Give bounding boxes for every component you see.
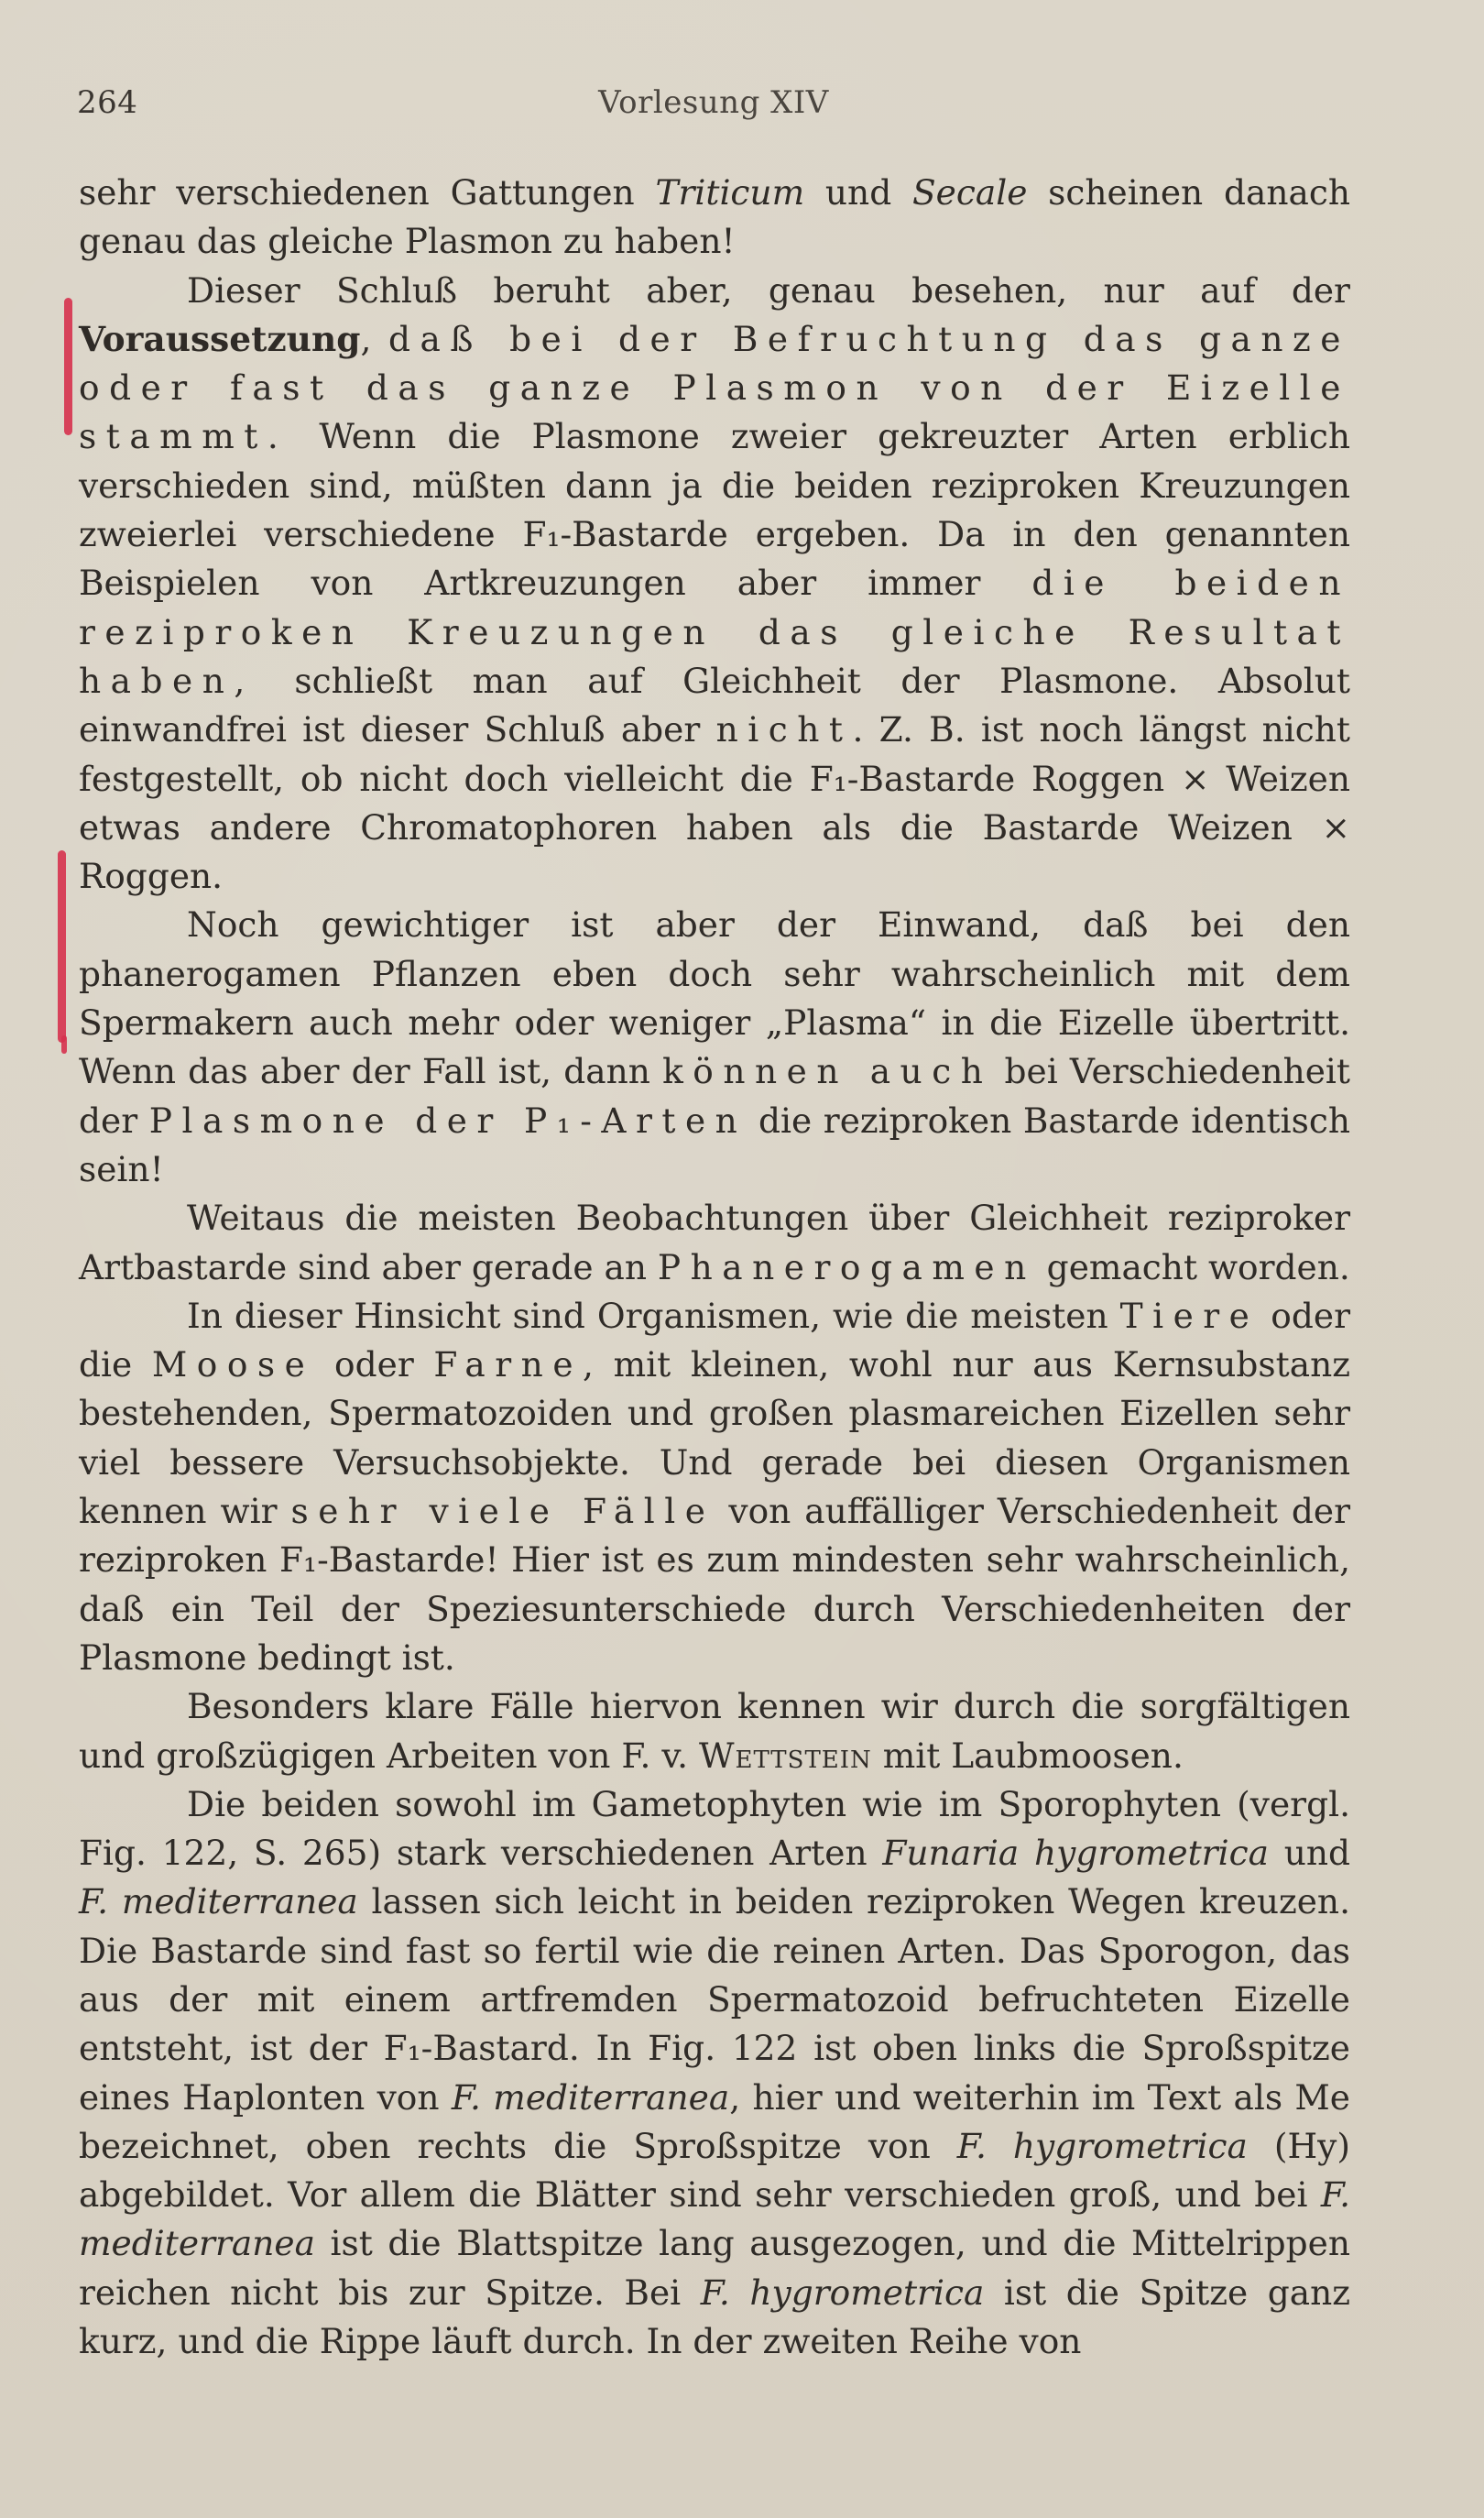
spaced-text: Phanerogamen <box>657 1246 1036 1287</box>
red-margin-mark <box>64 298 72 435</box>
bold-text: Voraussetzung <box>79 318 361 359</box>
text-run: (Hy) abgebildet. Vor allem die Blätter sind sehr verschieden groß, und bei <box>79 2125 1350 2216</box>
italic-text: F. mediterranea <box>451 2076 730 2118</box>
text-run: Weitaus die meisten Beobachtungen über Gleichheit reziproker Artbastarde sind aber gerade an <box>79 1198 1350 1287</box>
running-head: Vorlesung XIV <box>598 84 829 121</box>
text-run: Wenn die Plasmone zweier gekreuzter Arten erblich verschieden sind, müßten dann ja die beiden reziproken Kreuzungen zweierlei verschiedene F₁-Bastarde ergeben. Da in den genannten Beispielen von Artkreuzungen aber immer <box>79 416 1350 604</box>
text-run: die reziproken Bastarde identisch sein! <box>79 1100 1350 1189</box>
text-run: , mit kleinen, wohl nur aus Kernsubstanz bestehenden, Spermatozoiden und großen plasmareichen Eizellen sehr viel bessere Versuchsobjekte. Und gerade bei diesen Organismen kennen wir <box>79 1344 1350 1532</box>
text-run: ist die Blattspitze lang ausgezogen, und die Mittelrippen reichen nicht bis zur Spitze. Bei <box>79 2223 1350 2313</box>
spaced-text: die beiden reziproken Kreuzungen das gleiche Resultat haben, <box>79 563 1350 701</box>
spaced-text: Moose <box>151 1344 315 1385</box>
paragraph <box>79 1682 1350 1780</box>
paragraph <box>79 1292 1350 1682</box>
smallcaps-name: Wettstein <box>698 1735 872 1776</box>
italic-text: Funaria hygrometrica <box>882 1833 1269 1874</box>
page-header <box>77 84 1350 128</box>
spaced-text: Tiere <box>1119 1295 1260 1336</box>
text-run: Besonders klare Fälle hiervon kennen wir durch die sorgfältigen und großzügigen Arbeiten von F. v. <box>79 1686 1350 1776</box>
italic-text: F. hygrometrica <box>700 2272 985 2313</box>
red-margin-mark <box>61 1035 67 1054</box>
paragraph <box>79 901 1350 1194</box>
italic-text: Triticum <box>655 172 805 213</box>
text-run: schließt man auf Gleichheit der Plasmone. Absolut einwandfrei ist dieser Schluß aber <box>79 660 1350 750</box>
text-run: von auffälliger Verschiedenheit der reziproken F₁-Bastarde! Hier ist es zum mindesten sehr wahrscheinlich, daß ein Teil der Speziesunterschiede durch Verschiedenheiten der Plasmone bedingt ist. <box>79 1491 1350 1678</box>
spaced-text: daß bei der Befruchtung das ganze oder fast das ganze Plasmon von der Eizelle stammt. <box>79 318 1350 457</box>
italic-text: F. mediterranea <box>79 2174 1350 2264</box>
text-run: Dieser Schluß beruht aber, genau besehen, nur auf der <box>187 269 1350 311</box>
text-run: lassen sich leicht in beiden reziproken Wegen kreuzen. Die Bastarde sind fast so fertil wie die reinen Arten. Das Sporogon, das aus der mit einem artfremden Spermatozoid befruchteten Eizelle entsteht, ist der F₁-Bastard. In Fig. 122 ist oben links die Sproßspitze eines Haplonten von <box>79 1881 1350 2118</box>
text-run: und <box>804 172 912 213</box>
text-run: oder <box>314 1344 434 1385</box>
spaced-text: Farne <box>433 1344 584 1385</box>
text-run: gemacht worden. <box>1035 1246 1350 1287</box>
spaced-text: können auch <box>662 1051 993 1092</box>
text-run: sehr verschiedenen Gattungen <box>79 172 656 213</box>
italic-text: F. mediterranea <box>79 1881 358 1922</box>
paragraph <box>79 267 1350 902</box>
text-run: und <box>1268 1833 1351 1874</box>
text-run: , hier und weiterhin im Text als Me bezeichnet, oben rechts die Sproßspitze von <box>79 2076 1350 2166</box>
spaced-text: nicht <box>715 709 853 750</box>
text-run: mit Laubmoosen. <box>871 1735 1184 1776</box>
paragraph <box>79 1780 1350 2367</box>
text-run: , <box>360 318 389 359</box>
paragraph <box>79 169 1350 267</box>
text-run: Noch gewichtiger ist aber der Einwand, daß bei den phanerogamen Pflanzen eben doch sehr wahrscheinlich mit dem Spermakern auch mehr oder weniger „Plasma“ in die Eizelle übertritt. Wenn das aber der Fall ist, dann <box>79 904 1350 1092</box>
body-text <box>79 169 1350 2366</box>
paragraph <box>79 1194 1350 1292</box>
text-run: In dieser Hinsicht sind Organismen, wie die meisten <box>187 1295 1120 1336</box>
spaced-text: Plasmone der P₁-Arten <box>148 1100 747 1141</box>
text-run: oder die <box>79 1295 1350 1385</box>
text-run: ist die Spitze ganz kurz, und die Rippe läuft durch. In der zweiten Reihe von <box>79 2272 1350 2362</box>
text-run: Die beiden sowohl im Gametophyten wie im Sporophyten (vergl. Fig. 122, S. 265) stark verschiedenen Arten <box>79 1783 1350 1874</box>
red-margin-mark <box>58 850 66 1043</box>
page-number: 264 <box>77 84 138 121</box>
text-run: bei Verschiedenheit der <box>79 1051 1350 1141</box>
text-run: scheinen danach genau das gleiche Plasmon zu haben! <box>79 172 1350 262</box>
spaced-text: sehr viele Fälle <box>290 1491 715 1532</box>
text-run: . Z. B. ist noch längst nicht festgestellt, ob nicht doch vielleicht die F₁-Bastarde Roggen × Weizen etwas andere Chromatophoren haben als die Bastarde Weizen × Roggen. <box>79 709 1351 897</box>
italic-text: Secale <box>911 172 1028 213</box>
italic-text: F. hygrometrica <box>956 2125 1248 2166</box>
